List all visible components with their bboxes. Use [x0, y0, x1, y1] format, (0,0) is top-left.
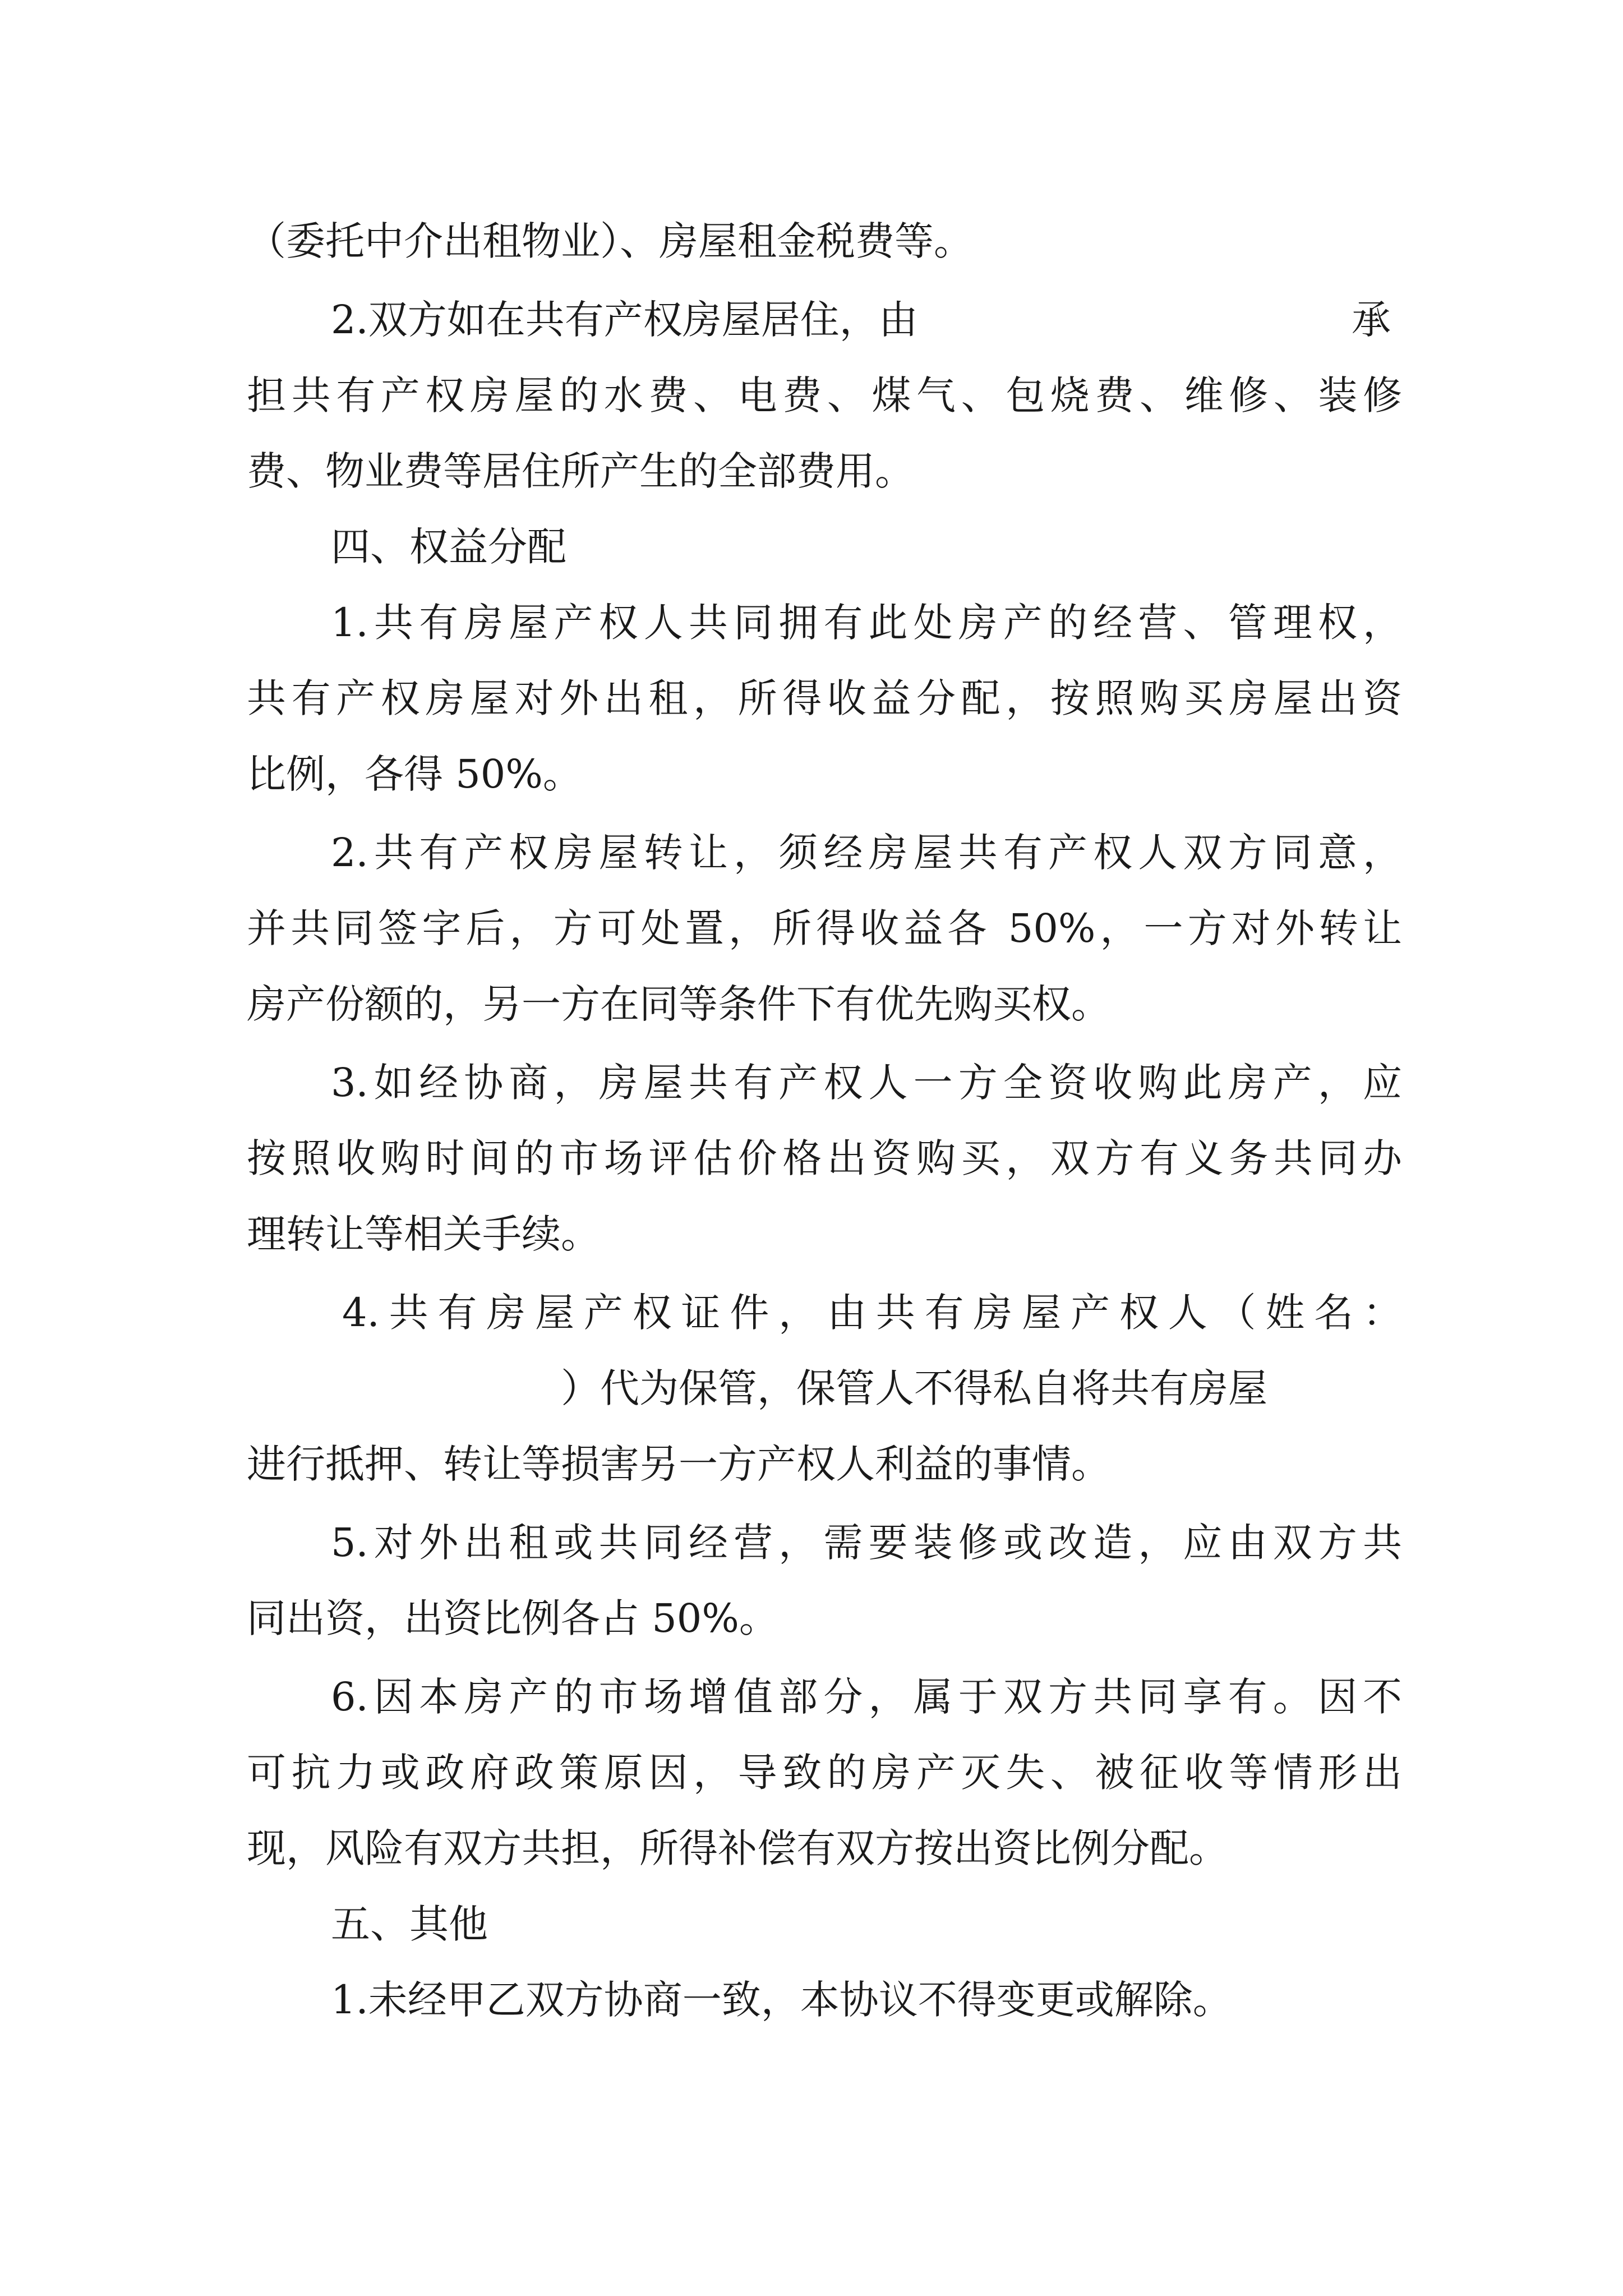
line-text-tail: 承 — [1352, 297, 1391, 343]
section-heading: 四、权益分配 — [331, 524, 566, 570]
paragraph-line: 进行抵押、转让等损害另一方产权人利益的事情。 — [247, 1441, 1110, 1487]
paragraph-line: 6.因本房产的市场增值部分，属于双方共同享有。因不 — [331, 1674, 1402, 1720]
paragraph-line: 并共同签字后，方可处置，所得收益各 50%，一方对外转让 — [247, 905, 1402, 951]
paragraph-line: 4.共有房屋产权证件，由共有房屋产权人（姓名： — [342, 1290, 1402, 1336]
paragraph-line: 2.共有产权房屋转让，须经房屋共有产权人双方同意， — [331, 830, 1402, 876]
section-heading: 五、其他 — [331, 1901, 488, 1947]
paragraph-line: 房产份额的，另一方在同等条件下有优先购买权。 — [247, 981, 1110, 1027]
paragraph-line: 比例，各得 50%。 — [247, 751, 582, 797]
paragraph-line: 5.对外出租或共同经营，需要装修或改造，应由双方共 — [331, 1520, 1402, 1566]
paragraph-line: 担共有产权房屋的水费、电费、煤气、包烧费、维修、装修 — [247, 372, 1402, 418]
paragraph-line-with-blank — [247, 1355, 1402, 1422]
paragraph-line-with-blank — [331, 286, 1402, 353]
paragraph-line: 可抗力或政府政策原因，导致的房产灭失、被征收等情形出 — [247, 1750, 1402, 1796]
paragraph-line: 1.共有房屋产权人共同拥有此处房产的经营、管理权， — [331, 600, 1402, 646]
line-text: 2.双方如在共有产权房屋居住，由 — [331, 297, 918, 343]
paragraph-line: 费、物业费等居住所产生的全部费用。 — [247, 448, 914, 494]
paragraph-line: （委托中介出租物业）、房屋租金税费等。 — [247, 218, 973, 264]
paragraph-line: 按照收购时间的市场评估价格出资购买，双方有义务共同办 — [247, 1135, 1402, 1181]
paragraph-line: 共有产权房屋对外出租，所得收益分配，按照购买房屋出资 — [247, 675, 1402, 721]
paragraph-line: 3.如经协商，房屋共有产权人一方全资收购此房产，应 — [331, 1060, 1402, 1106]
paragraph-line: 同出资，出资比例各占 50%。 — [247, 1595, 778, 1641]
paragraph-line: 1.未经甲乙双方协商一致，本协议不得变更或解除。 — [331, 1977, 1232, 2023]
paragraph-line: 现，风险有双方共担，所得补偿有双方按出资比例分配。 — [247, 1825, 1228, 1871]
paragraph-line: 理转让等相关手续。 — [247, 1211, 600, 1257]
line-text: ）代为保管，保管人不得私自将共有房屋 — [561, 1365, 1267, 1411]
